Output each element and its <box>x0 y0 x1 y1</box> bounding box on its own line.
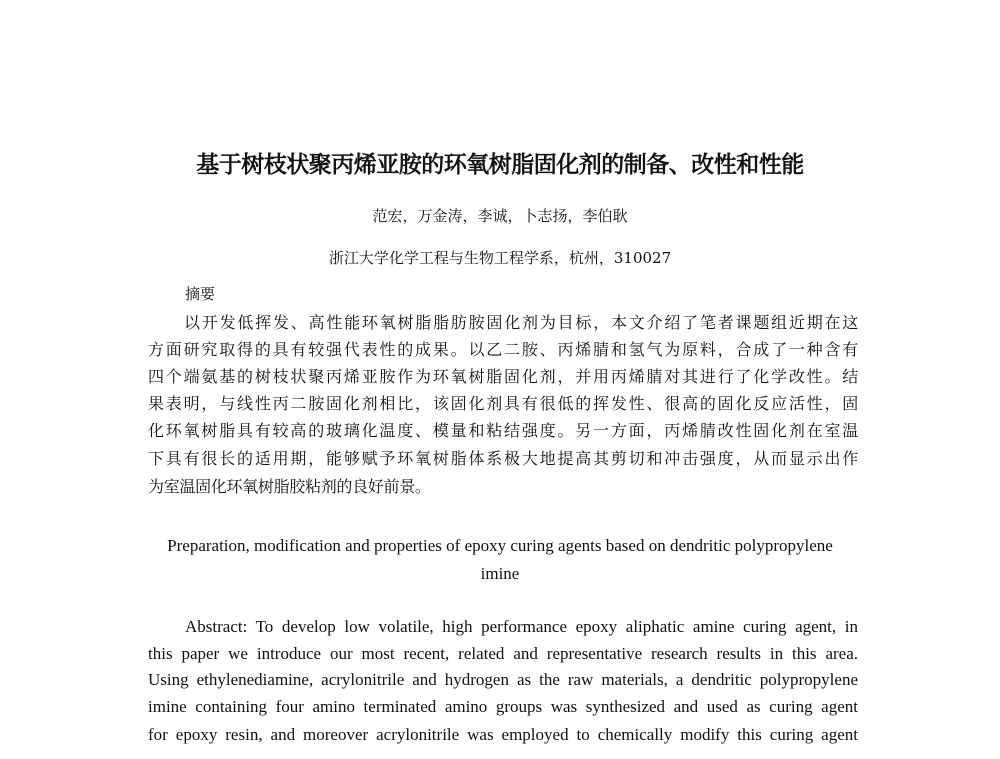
affiliation: 浙江大学化学工程与生物工程学系，杭州，310027 <box>328 249 672 267</box>
abstract-cn-line: 以开发低挥发、高性能环氧树脂脂肪胺固化剂为目标，本文介绍了笔者课题组近期在这 <box>184 313 858 332</box>
abstract-en-line: for epoxy resin, and moreover acrylonitrile was employed to chemically modify this curing agent <box>148 725 858 744</box>
abstract-cn-line: 为室温固化环氧树脂胶粘剂的良好前景。 <box>148 477 431 496</box>
abstract-en-line: imine containing four amino terminated amino groups was synthesized and used as curing agent <box>148 697 858 716</box>
abstract-en-line: Using ethylenediamine, acrylonitrile and hydrogen as the raw materials, a dendritic polypropylene <box>148 670 858 689</box>
abstract-cn-line: 果表明，与线性丙二胺固化剂相比，该固化剂具有很低的挥发性、很高的固化反应活性，固 <box>148 394 858 413</box>
abstract-en-line: Abstract: To develop low volatile, high performance epoxy aliphatic amine curing agent, in <box>185 617 858 636</box>
abstract-cn-line: 下具有很长的适用期，能够赋予环氧树脂体系极大地提高其剪切和冲击强度，从而显示出作 <box>148 449 858 468</box>
paper-title: 基于树枝状聚丙烯亚胺的环氧树脂固化剂的制备、改性和性能 <box>196 152 804 178</box>
authors: 范宏，万金涛，李诚，卜志扬，李伯耿 <box>372 207 628 225</box>
abstract-cn-line: 四个端氨基的树枝状聚丙烯亚胺作为环氧树脂固化剂，并用丙烯腈对其进行了化学改性。结 <box>148 367 858 386</box>
abstract-cn-line: 方面研究取得的具有较强代表性的成果。以乙二胺、丙烯腈和氢气为原料，合成了一种含有 <box>148 340 858 359</box>
english-title-line: imine <box>480 564 520 583</box>
english-title <box>0 532 1000 588</box>
abstract-en-line: this paper we introduce our most recent, related and representative research results in this area. <box>148 644 858 663</box>
abstract-cn-line: 化环氧树脂具有较高的玻璃化温度、模量和粘结强度。另一方面，丙烯腈改性固化剂在室温 <box>148 421 858 440</box>
english-title-line: Preparation, modification and properties of epoxy curing agents based on dendritic polypropylene <box>167 536 833 555</box>
abstract-heading: 摘要 <box>185 285 216 303</box>
